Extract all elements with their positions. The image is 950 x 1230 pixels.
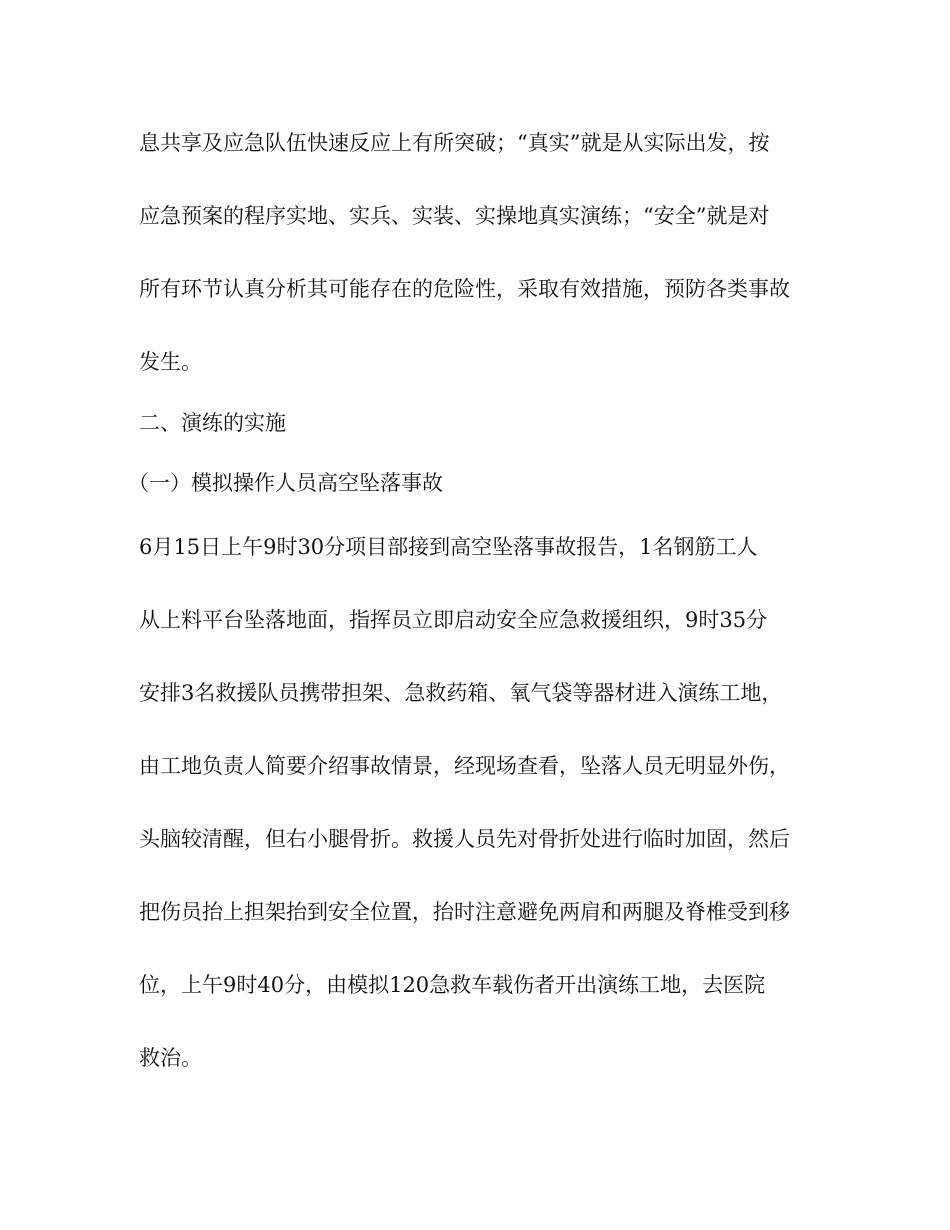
paragraph-2-line-3: 安排3名救援队员携带担架、急救药箱、氧气袋等器材进入演练工地，	[139, 681, 783, 705]
paragraph-2-line-2: 从上料平台坠落地面，指挥员立即启动安全应急救援组织，9时35分	[139, 608, 768, 632]
section-heading: 二、演练的实施	[139, 411, 286, 435]
paragraph-2-line-5: 头脑较清醒，但右小腿骨折。救援人员先对骨折处进行临时加固，然后	[139, 827, 790, 851]
paragraph-1-line-1: 息共享及应急队伍快速反应上有所突破；“真实”就是从实际出发，按	[139, 131, 770, 155]
paragraph-2-line-1: 6月15日上午9时30分项目部接到高空坠落事故报告，1名钢筋工人	[139, 535, 758, 559]
paragraph-1-line-2: 应急预案的程序实地、实兵、实装、实操地真实演练；“安全”就是对	[139, 204, 770, 228]
paragraph-2-line-8: 救治。	[139, 1046, 202, 1070]
paragraph-2-line-4: 由工地负责人简要介绍事故情景，经现场查看，坠落人员无明显外伤，	[139, 754, 790, 778]
paragraph-1-line-3: 所有环节认真分析其可能存在的危险性，采取有效措施，预防各类事故	[139, 277, 790, 301]
paragraph-2-line-7: 位，上午9时40分，由模拟120急救车载伤者开出演练工地，去医院	[139, 973, 766, 997]
paragraph-1-line-4: 发生。	[139, 350, 202, 374]
paragraph-2-line-6: 把伤员抬上担架抬到安全位置，抬时注意避免两肩和两腿及脊椎受到移	[139, 900, 790, 924]
subsection-heading: （一）模拟操作人员高空坠落事故	[128, 471, 443, 495]
